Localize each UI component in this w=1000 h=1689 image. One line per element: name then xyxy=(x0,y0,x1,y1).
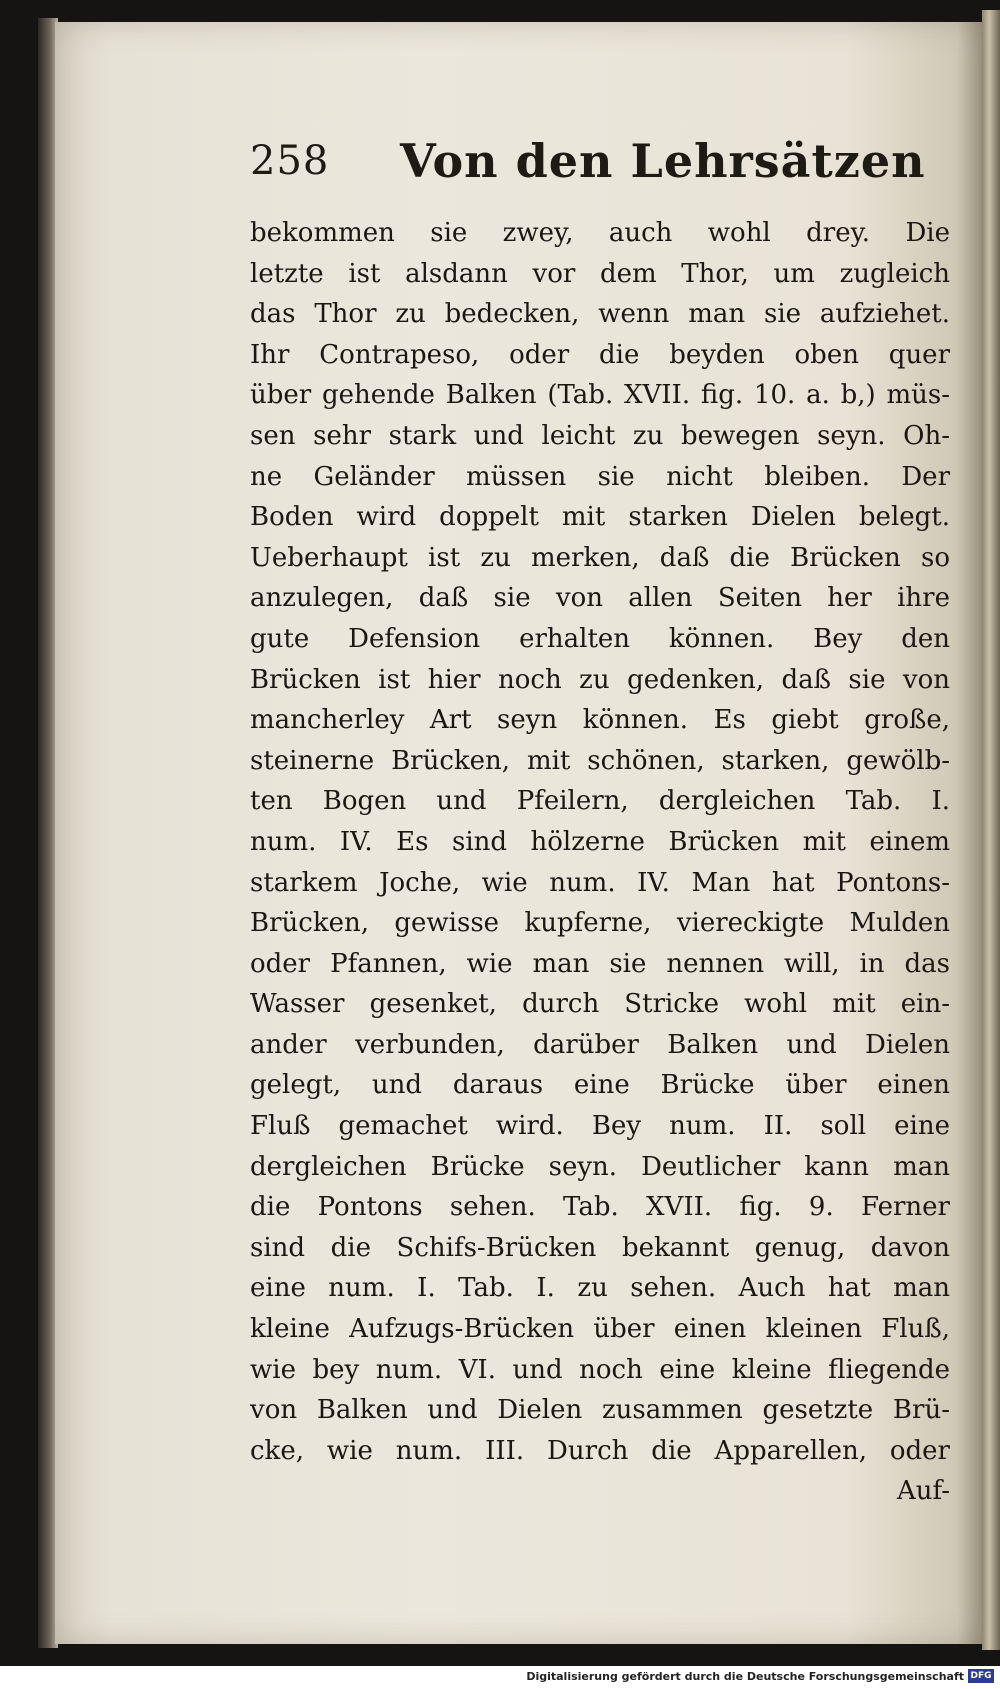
text-line: dergleichen Brücke seyn. Deutlicher kann man xyxy=(250,1151,950,1182)
text-line: Fluß gemachet wird. Bey num. II. soll eine xyxy=(250,1111,950,1142)
text-line: über gehende Balken (Tab. XVII. fig. 10. a. b,) müs- xyxy=(250,380,950,411)
text-line: gute Defension erhalten können. Bey den xyxy=(250,623,950,654)
text-line: von Balken und Dielen zusammen gesetzte Brü- xyxy=(250,1395,950,1426)
running-title: Von den Lehrsätzen xyxy=(400,134,926,188)
text-line: anzulegen, daß sie von allen Seiten her ihre xyxy=(250,583,950,614)
footer-credit: Digitalisierung gefördert durch die Deutsche Forschungsgemeinschaft xyxy=(526,1670,964,1683)
text-line: Wasser gesenket, durch Stricke wohl mit ein- xyxy=(250,989,950,1020)
text-line: Brücken, gewisse kupferne, viereckigte Mulden xyxy=(250,908,950,939)
text-line: oder Pfannen, wie man sie nennen will, in das xyxy=(250,948,950,979)
text-line: Boden wird doppelt mit starken Dielen belegt. xyxy=(250,502,950,533)
text-line: ten Bogen und Pfeilern, dergleichen Tab. I. xyxy=(250,786,950,817)
text-line: ander verbunden, darüber Balken und Dielen xyxy=(250,1029,950,1060)
text-line: ne Geländer müssen sie nicht bleiben. Der xyxy=(250,461,950,492)
text-line: eine num. I. Tab. I. zu sehen. Auch hat man xyxy=(250,1273,950,1304)
text-line: Ihr Contrapeso, oder die beyden oben quer xyxy=(250,339,950,370)
text-line: mancherley Art seyn können. Es giebt große, xyxy=(250,705,950,736)
catchword: Auf- xyxy=(896,1476,950,1507)
text-line: Ueberhaupt ist zu merken, daß die Brücken so xyxy=(250,542,950,573)
text-line: sen sehr stark und leicht zu bewegen seyn. Oh- xyxy=(250,420,950,451)
text-line: sind die Schifs-Brücken bekannt genug, davon xyxy=(250,1232,950,1263)
dfg-logo: DFG xyxy=(968,1669,994,1683)
text-line: cke, wie num. III. Durch die Apparellen, oder xyxy=(250,1435,950,1466)
page-number: 258 xyxy=(250,138,330,184)
text-line: kleine Aufzugs-Brücken über einen kleinen Fluß, xyxy=(250,1314,950,1345)
page-edge-right xyxy=(982,10,1000,1650)
text-line: steinerne Brücken, mit schönen, starken, gewölb- xyxy=(250,745,950,776)
text-line: gelegt, und daraus eine Brücke über einen xyxy=(250,1070,950,1101)
text-line: Brücken ist hier noch zu gedenken, daß sie von xyxy=(250,664,950,695)
text-line: wie bey num. VI. und noch eine kleine fliegende xyxy=(250,1354,950,1385)
text-line: num. IV. Es sind hölzerne Brücken mit einem xyxy=(250,826,950,857)
running-header xyxy=(250,134,970,198)
text-line: die Pontons sehen. Tab. XVII. fig. 9. Ferner xyxy=(250,1192,950,1223)
text-line: das Thor zu bedecken, wenn man sie aufziehet. xyxy=(250,299,950,330)
text-line: letzte ist alsdann vor dem Thor, um zugleich xyxy=(250,258,950,289)
text-line: starkem Joche, wie num. IV. Man hat Pontons- xyxy=(250,867,950,898)
text-line: bekommen sie zwey, auch wohl drey. Die xyxy=(250,218,950,248)
body-text xyxy=(250,213,950,1512)
